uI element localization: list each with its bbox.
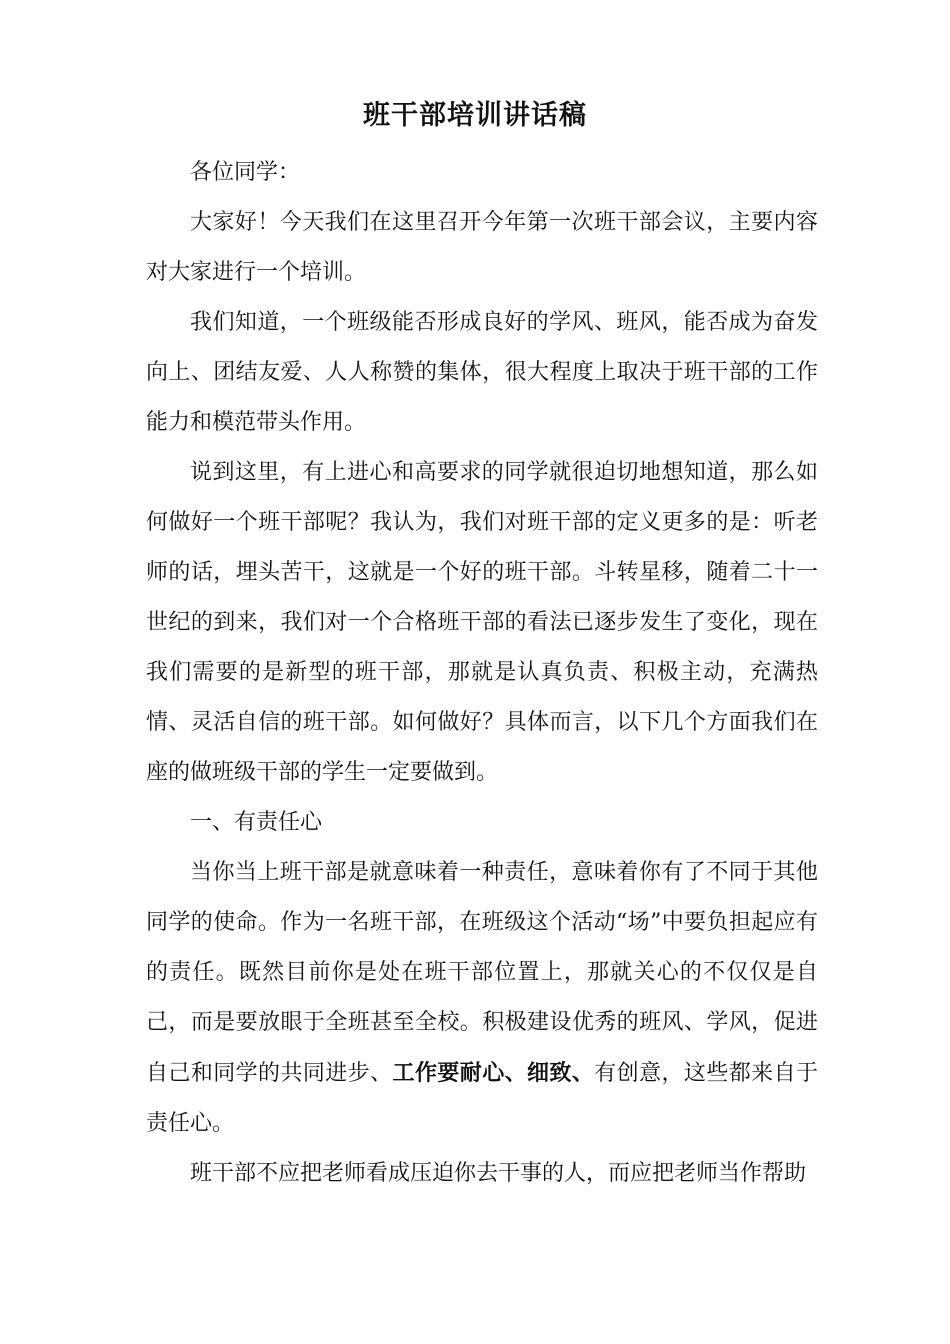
paragraph-teacher-relationship: 班干部不应把老师看成压迫你去干事的人，而应把老师当作帮助 xyxy=(190,1161,807,1186)
paragraph-greeting: 大家好！今天我们在这里召开今年第一次班干部会议，主要内容对大家进行一个培训。 xyxy=(146,210,818,285)
paragraph-new-cadre: 说到这里，有上进心和高要求的同学就很迫切地想知道，那么如何做好一个班干部呢？我认为，我们对班干部的定义更多的是：听老师的话，埋头苦干，这就是一个好的班干部。斗转星移，随着二十一世纪的到来，我们对一个合格班干部的看法已逐步发生了变化，现在我们需要的是新型的班干部，那就是认真负责、积极主动，充满热情、灵活自信的班干部。如何做好？具体而言，以下几个方面我们在座的做班级干部的学生一定要做到。 xyxy=(146,460,818,785)
section-heading-responsibility: 一、有责任心 xyxy=(190,810,323,835)
document-body xyxy=(146,148,818,1199)
document-title: 班干部培训讲话稿 xyxy=(363,100,587,131)
paragraph-responsibility xyxy=(146,848,818,1149)
responsibility-emphasis: 工作要耐心、细致、 xyxy=(392,1060,595,1086)
responsibility-text-end: 有创意，这些都来自于责任心。 xyxy=(146,1061,818,1136)
salutation: 各位同学： xyxy=(190,160,301,185)
paragraph-importance: 我们知道，一个班级能否形成良好的学风、班风，能否成为奋发向上、团结友爱、人人称赞的集体，很大程度上取决于班干部的工作能力和模范带头作用。 xyxy=(146,310,818,435)
responsibility-text-start: 当你当上班干部是就意味着一种责任，意味着你有了不同于其他同学的使命。作为一名班干部，在班级这个活动“场”中要负担起应有的责任。既然目前你是处在班干部位置上，那就关心的不仅仅是自己，而是要放眼于全班甚至全校。积极建设优秀的班风、学风，促进自己和同学的共同进步、 xyxy=(146,860,818,1086)
